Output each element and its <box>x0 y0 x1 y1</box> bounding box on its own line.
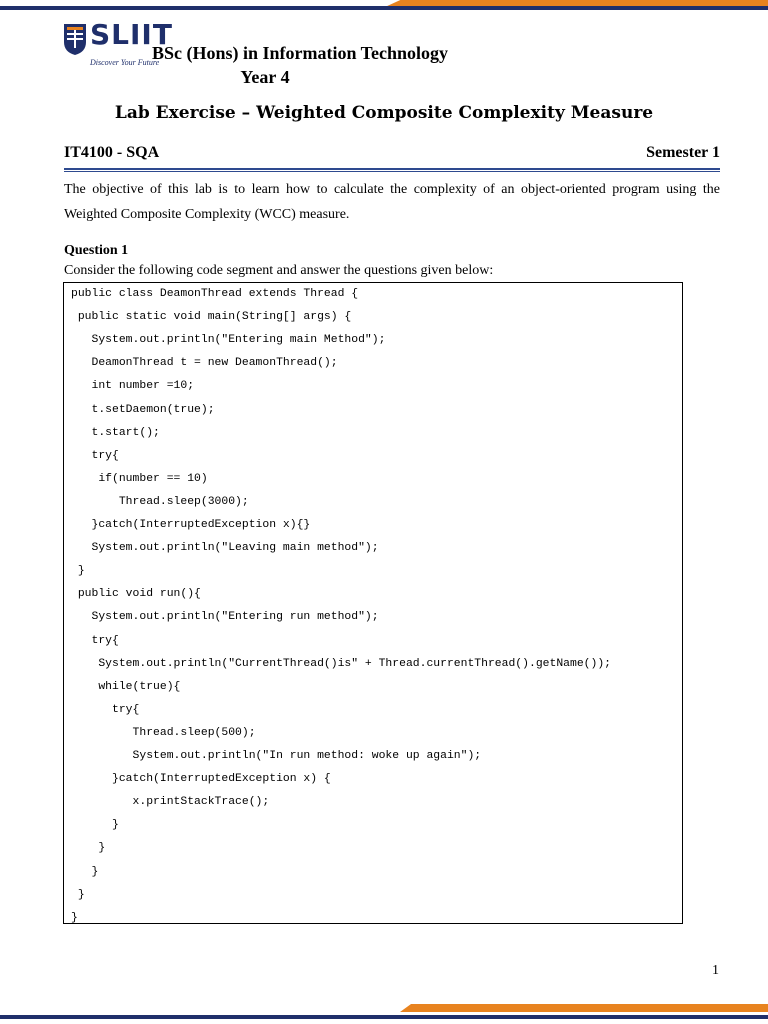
objective-paragraph: The objective of this lab is to learn how to calculate the complexity of an object-oriented program using the Weighted Composite Complexity (WCC) measure. <box>64 182 720 222</box>
code-line: try{ <box>71 449 119 462</box>
question-heading: Question 1 <box>64 243 129 258</box>
code-line: try{ <box>71 703 140 716</box>
code-line: System.out.println("Entering run method"); <box>71 611 379 624</box>
course-code: IT4100 - SQA <box>64 144 160 161</box>
bottom-blue-stripe <box>0 1015 768 1019</box>
code-line: t.setDaemon(true); <box>71 403 215 416</box>
code-line: }catch(InterruptedException x){} <box>71 519 311 531</box>
header-divider <box>64 168 720 170</box>
code-line: public void run(){ <box>71 588 201 601</box>
code-line: int number =10; <box>71 380 195 393</box>
code-line: DeamonThread t = new DeamonThread(); <box>71 357 338 370</box>
code-line: public static void main(String[] args) { <box>71 311 352 324</box>
code-line: x.printStackTrace(); <box>71 796 270 809</box>
bottom-orange-stripe <box>400 1004 768 1012</box>
semester-label: Semester 1 <box>646 144 720 161</box>
code-line: } <box>71 888 85 901</box>
page-number: 1 <box>712 963 719 978</box>
crest-icon <box>62 22 88 56</box>
logo-tagline: Discover Your Future <box>90 58 160 67</box>
code-line: t.start(); <box>71 426 160 439</box>
code-line: } <box>71 819 119 832</box>
code-line: System.out.println("In run method: woke up again"); <box>71 750 482 762</box>
code-line: public class DeamonThread extends Thread { <box>71 288 359 300</box>
code-line: if(number == 10) <box>71 472 208 485</box>
header-divider-thin <box>64 171 720 172</box>
code-line: Thread.sleep(500); <box>71 726 256 739</box>
code-line: } <box>71 865 99 878</box>
code-line: System.out.println("Leaving main method"); <box>71 542 379 555</box>
code-line: }catch(InterruptedException x) { <box>71 773 331 786</box>
code-line: } <box>71 842 106 855</box>
question-text: Consider the following code segment and answer the questions given below: <box>64 263 494 278</box>
code-block <box>63 282 683 924</box>
code-line: try{ <box>71 634 119 647</box>
year-heading: Year 4 <box>240 67 290 87</box>
logo-wordmark: SLIIT <box>90 18 173 51</box>
code-line: System.out.println("Entering main Method"); <box>71 334 386 347</box>
code-line: Thread.sleep(3000); <box>71 495 249 508</box>
top-blue-stripe <box>0 6 768 10</box>
code-line: System.out.println("CurrentThread()is" + Thread.currentThread().getName()); <box>71 657 612 670</box>
program-heading: BSc (Hons) in Information Technology <box>151 43 449 63</box>
code-line: } <box>71 565 85 578</box>
lab-title: Lab Exercise – Weighted Composite Complexity Measure <box>114 103 654 123</box>
code-line: } <box>71 911 78 924</box>
code-line: while(true){ <box>71 680 181 693</box>
